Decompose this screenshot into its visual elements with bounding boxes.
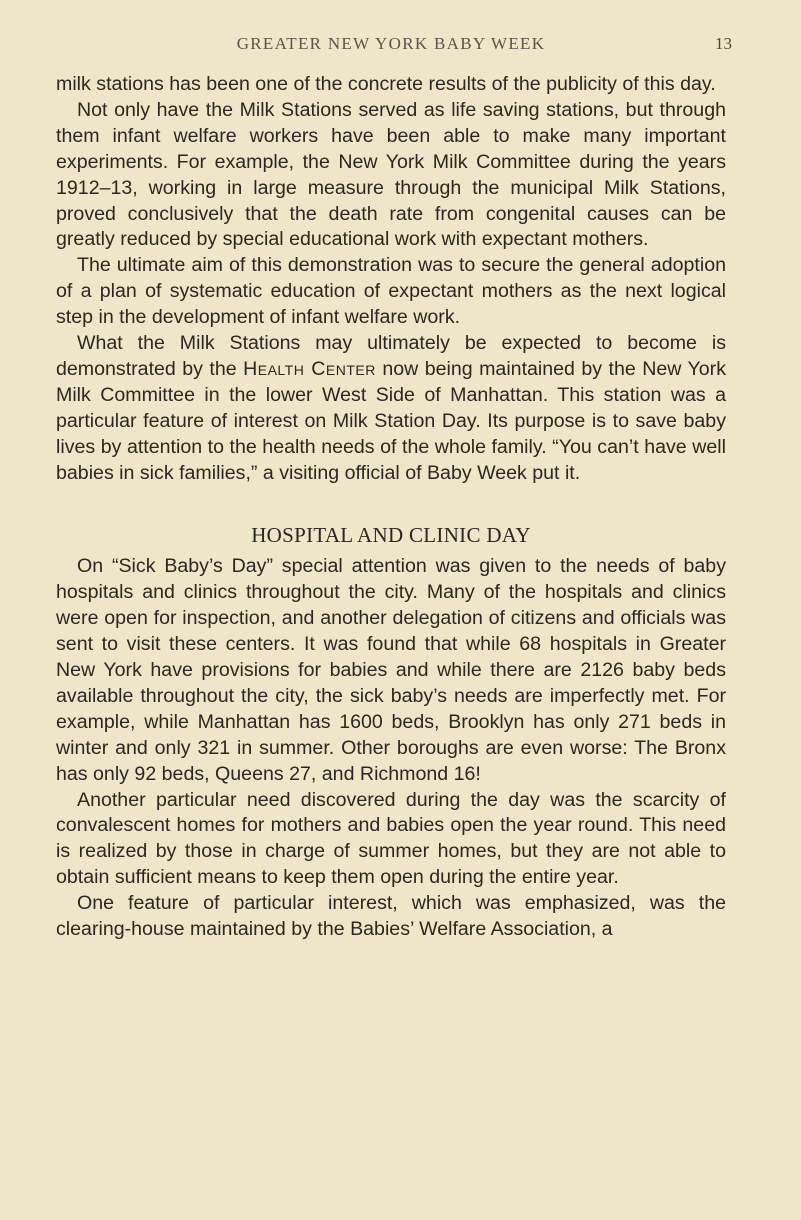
- text-segment: What the Milk Stations may ultimately be expected to become is demonstrated by the: [56, 332, 726, 380]
- health-center-term: Health Center: [243, 357, 376, 380]
- page-number: 13: [715, 34, 732, 53]
- body-text: [56, 72, 726, 943]
- paragraph-ultimate-aim: The ultimate aim of this demonstration was to secure the general adoption of a plan of systematic education of expectant mothers as the next logical step in the development of infant welfare work.: [56, 254, 726, 329]
- book-page: [56, 34, 732, 943]
- paragraph-continued: milk stations has been one of the concrete results of the publicity of this day.: [56, 73, 716, 95]
- section-heading: HOSPITAL AND CLINIC DAY: [251, 522, 531, 547]
- paragraph-sick-babys-day: On “Sick Baby’s Day” special attention was given to the needs of baby hospitals and clinics throughout the city. Many of the hospitals and clinics were open for inspection, and another delegation of citizens and officials was sent to visit these centers. It was found that while 68 hospitals in Greater New York have provisions for babies and while there are 2126 baby beds available throughout the city, the sick baby’s needs are imperfectly met. For example, while Manhattan has 1600 beds, Brooklyn has only 271 beds in winter and only 321 in summer. Other boroughs are even worse: The Bronx has only 92 beds, Queens 27, and Richmond 16!: [56, 555, 726, 785]
- paragraph-clearing-house: One feature of particular interest, which was emphasized, was the clearing-house maintained by the Babies’ Welfare Association, a: [56, 892, 726, 941]
- text-segment: now being maintained by the New York Milk Committee in the lower West Side of Manhattan. This station was a particular feature of interest on Milk Station Day. Its purpose is to save baby lives by attention to the health needs of the whole family. “You can’t have well babies in sick families,” a visiting official of Baby Week put it.: [56, 357, 726, 484]
- paragraph-convalescent-homes: Another particular need discovered during the day was the scarcity of convalescent homes for mothers and babies open the year round. This need is realized by those in charge of summer homes, but they are not able to obtain sufficient means to keep them open during the entire year.: [56, 788, 726, 889]
- running-header: [56, 34, 732, 56]
- paragraph-milk-stations: Not only have the Milk Stations served as life saving stations, but through them infant welfare workers have been able to make many important experiments. For example, the New York Milk Committee during the years 1912–13, working in large measure through the municipal Milk Stations, proved conclusively that the death rate from congenital causes can be greatly reduced by special educational work with expectant mothers.: [56, 98, 726, 251]
- paragraph-health-center: [56, 331, 726, 486]
- running-title: GREATER NEW YORK BABY WEEK: [236, 34, 546, 53]
